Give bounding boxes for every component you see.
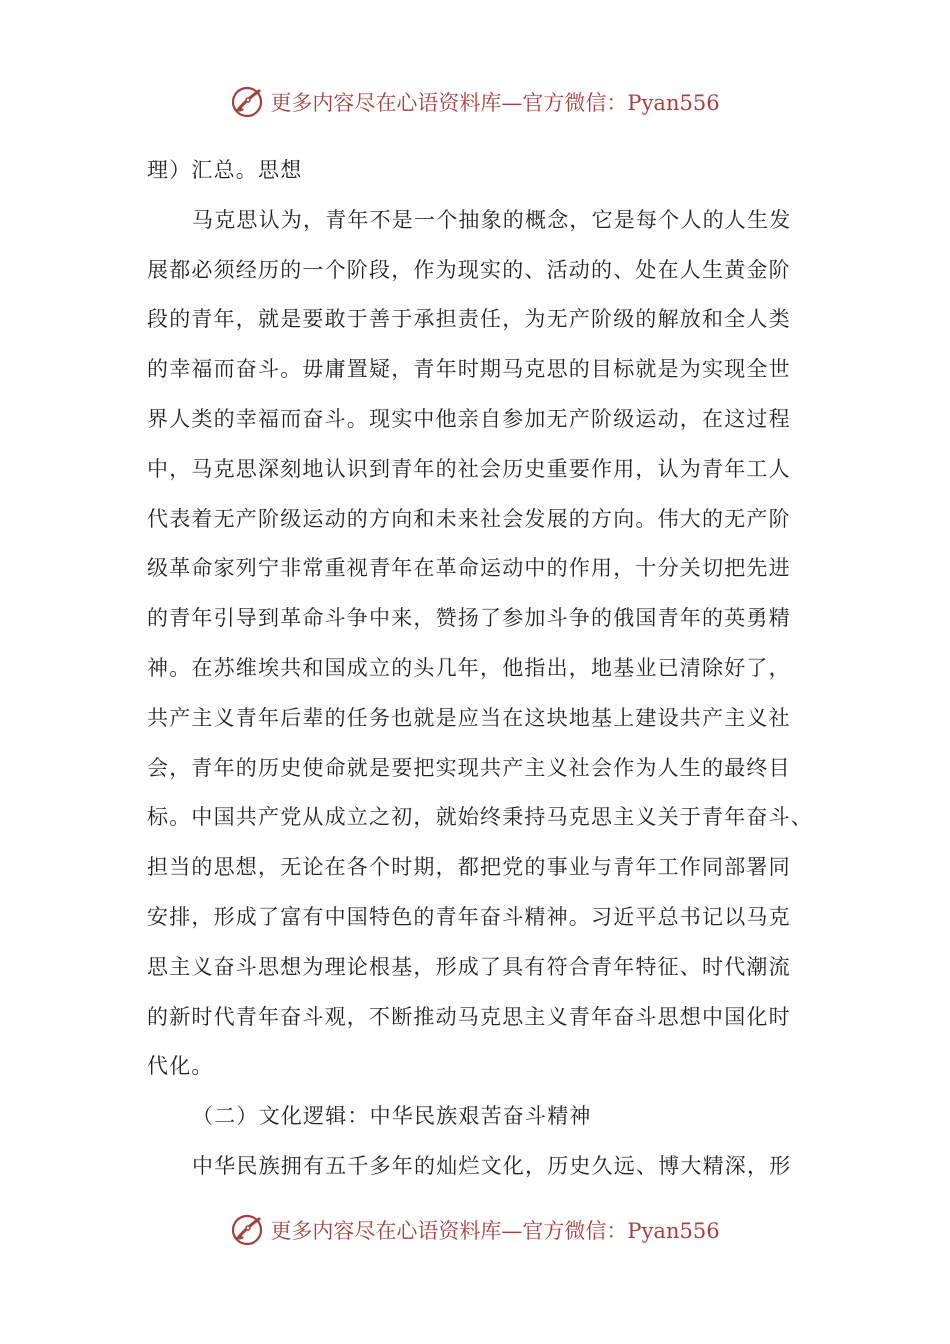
body-line: 的幸福而奋斗。毋庸置疑，青年时期马克思的目标就是为实现全世 xyxy=(147,357,791,382)
body-line: 担当的思想，无论在各个时期，都把党的事业与青年工作同部署同 xyxy=(147,855,791,880)
body-line: 安排，形成了富有中国特色的青年奋斗精神。习近平总书记以马克 xyxy=(147,904,791,929)
section-heading: （二）文化逻辑：中华民族艰苦奋斗精神 xyxy=(192,1104,592,1129)
body-line: 段的青年，就是要敢于善于承担责任，为无产阶级的解放和全人类 xyxy=(147,307,791,332)
paragraph-first-line: 马克思认为，青年不是一个抽象的概念，它是每个人的人生发 xyxy=(192,207,792,232)
body-line: 共产主义青年后辈的任务也就是应当在这块地基上建设共产主义社 xyxy=(147,705,791,730)
body-line: 标。中国共产党从成立之初，就始终秉持马克思主义关于青年奋斗、 xyxy=(147,805,813,830)
pen-swirl-logo-icon xyxy=(230,1213,264,1247)
body-line: 的新时代青年奋斗观，不断推动马克思主义青年奋斗思想中国化时 xyxy=(147,1004,791,1029)
body-line: 级革命家列宁非常重视青年在革命运动中的作用，十分关切把先进 xyxy=(147,556,791,581)
body-line: 代表着无产阶级运动的方向和未来社会发展的方向。伟大的无产阶 xyxy=(147,506,791,531)
body-line: 的青年引导到革命斗争中来，赞扬了参加斗争的俄国青年的英勇精 xyxy=(147,606,791,631)
body-line: 中，马克思深刻地认识到青年的社会历史重要作用，认为青年工人 xyxy=(147,456,791,481)
paragraph-first-line: 中华民族拥有五千多年的灿烂文化，历史久远、博大精深，形 xyxy=(192,1153,792,1178)
document-body xyxy=(147,146,813,1192)
body-line: 界人类的幸福而奋斗。现实中他亲自参加无产阶级运动，在这过程 xyxy=(147,406,791,431)
footer-banner-text: 更多内容尽在心语资料库—官方微信：Pyan556 xyxy=(270,1219,720,1243)
body-line: 思主义奋斗思想为理论根基，形成了具有符合青年特征、时代潮流 xyxy=(147,954,791,979)
header-banner xyxy=(0,82,950,122)
body-line: 展都必须经历的一个阶段，作为现实的、活动的、处在人生黄金阶 xyxy=(147,257,791,282)
header-banner-text: 更多内容尽在心语资料库—官方微信：Pyan556 xyxy=(270,91,720,115)
footer-banner xyxy=(0,1210,950,1250)
body-line: 会，青年的历史使命就是要把实现共产主义社会作为人生的最终目 xyxy=(147,755,791,780)
body-line: 代化。 xyxy=(147,1054,214,1079)
pen-swirl-logo-icon xyxy=(230,85,264,119)
body-line: 神。在苏维埃共和国成立的头几年，他指出，地基业已清除好了， xyxy=(147,655,791,680)
body-line: 理）汇总。思想 xyxy=(147,158,303,182)
